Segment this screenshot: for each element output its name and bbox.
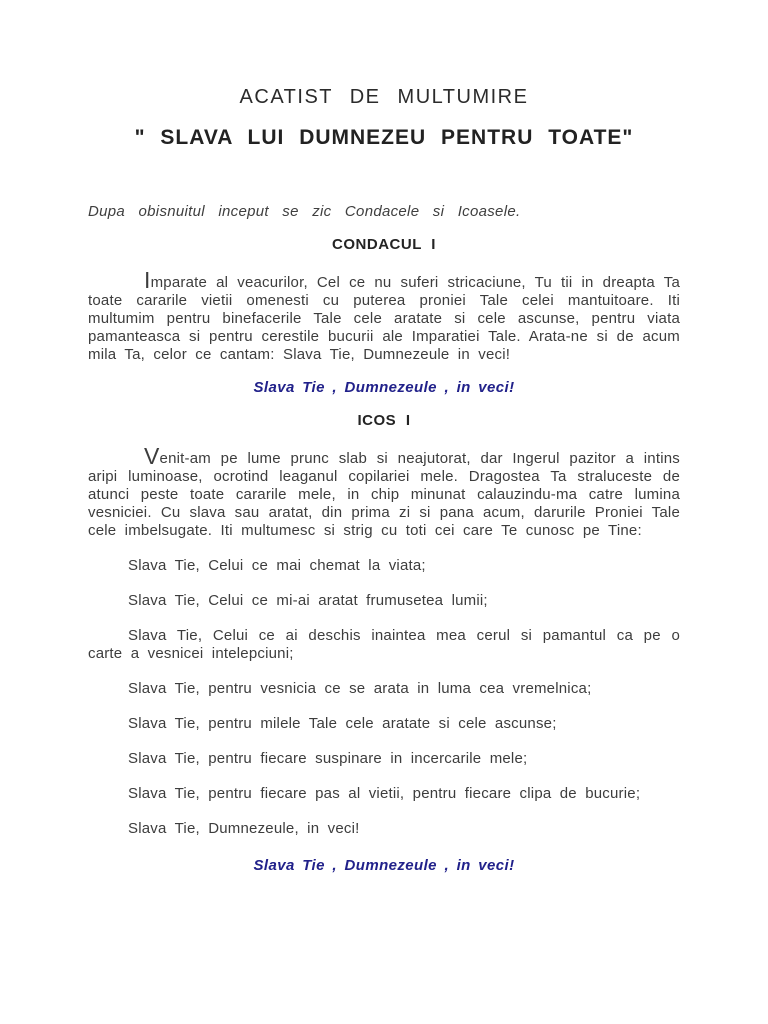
verse-list	[88, 557, 680, 838]
verse-line: Slava Tie, pentru milele Tale cele aratate si cele ascunse;	[128, 715, 557, 732]
refrain-line: Slava Tie , Dumnezeule , in veci!	[253, 379, 515, 396]
drop-cap-initial: V	[144, 443, 160, 469]
verse-line: Slava Tie, Dumnezeule, in veci!	[128, 820, 360, 837]
verse-line: Slava Tie, Celui ce ai deschis inaintea mea cerul si pamantul ca pe o carte a vesnicei intelepciuni;	[88, 627, 680, 662]
refrain-line: Slava Tie , Dumnezeule , in veci!	[253, 857, 515, 874]
verse-line: Slava Tie, Celui ce mi-ai aratat frumusetea lumii;	[128, 592, 488, 609]
verse-line: Slava Tie, pentru vesnicia ce se arata in luma cea vremelnica;	[128, 680, 592, 697]
intro-note: Dupa obisnuitul inceput se zic Condacele si Icoasele.	[88, 203, 521, 220]
drop-cap-initial: I	[144, 267, 151, 293]
page-subtitle: " SLAVA LUI DUMNEZEU PENTRU TOATE"	[134, 126, 634, 149]
condacul-paragraph	[88, 267, 680, 364]
condacul-heading: CONDACUL I	[332, 236, 436, 253]
verse-line: Slava Tie, pentru fiecare suspinare in incercarile mele;	[128, 750, 528, 767]
icos-paragraph-text: enit-am pe lume prunc slab si neajutorat, dar Ingerul pazitor a intins aripi luminoase, ocrotind leaganul copilariei mele. Dragostea Ta straluceste de atunci peste toate cararile mele, in chip minunat calauzindu-ma catre lumina vesniciei. Cu slava sau aratat, din prima zi si pana acum, darurile Proniei Tale cele imbelsugate. Iti multumesc si strig cu toti cei care Te cunosc pe Tine:	[88, 450, 680, 539]
icos-paragraph	[88, 443, 680, 540]
page-title: ACATIST DE MULTUMIRE	[239, 86, 529, 108]
document-page	[88, 0, 680, 875]
icos-heading: ICOS I	[357, 412, 411, 429]
verse-line: Slava Tie, pentru fiecare pas al vietii, pentru fiecare clipa de bucurie;	[128, 785, 641, 802]
condacul-paragraph-text: mparate al veacurilor, Cel ce nu suferi stricaciune, Tu tii in dreapta Ta toate cararile vietii omenesti cu puterea proniei Tale celei mantuitoare. Iti multumim pentru binefacerile Tale cele aratate si cele ascunse, pentru viata pamanteasca si pentru cerestile bucurii ale Imparatiei Tale. Arata-ne si de acum mila Ta, celor ce cantam: Slava Tie, Dumnezeule in veci!	[88, 274, 680, 363]
verse-line: Slava Tie, Celui ce mai chemat la viata;	[128, 557, 426, 574]
